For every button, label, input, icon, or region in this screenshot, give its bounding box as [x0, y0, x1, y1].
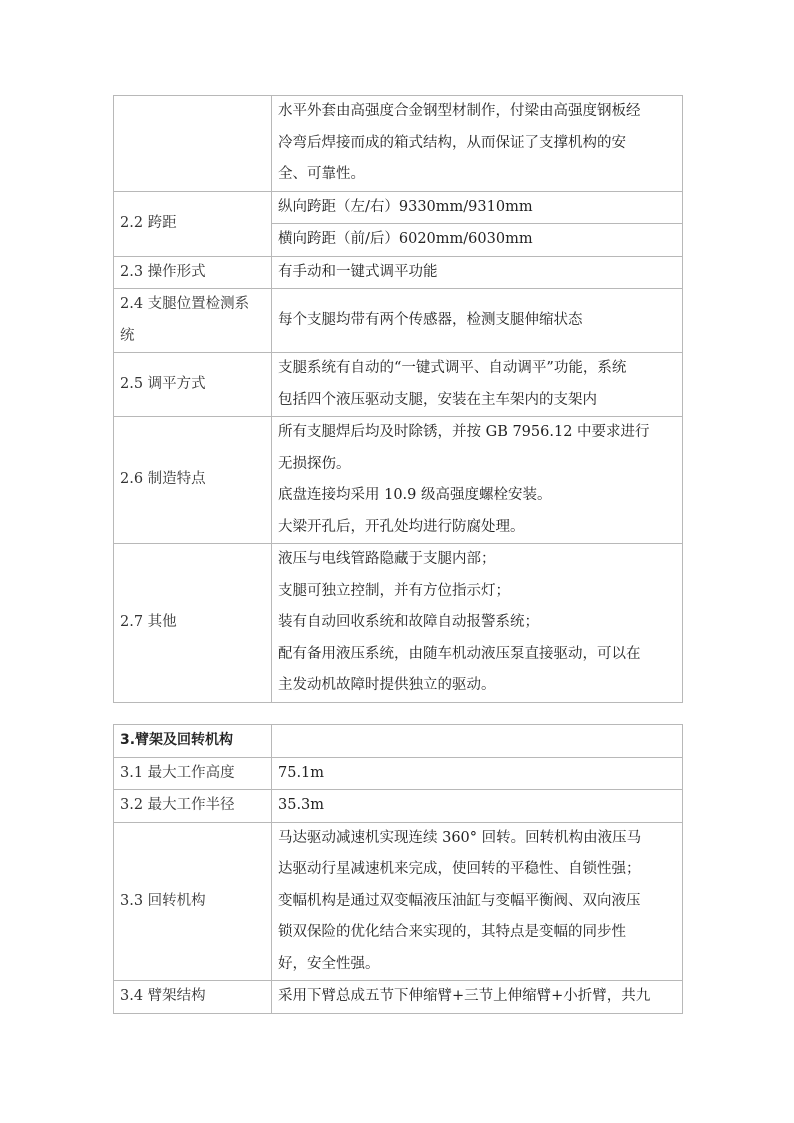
spec-table-boom: [113, 724, 683, 1014]
max-radius-label: 3.2 最大工作半径: [114, 790, 272, 823]
manufacturing-value: [272, 417, 683, 544]
table-row: [114, 289, 683, 353]
label-line: 统: [120, 327, 135, 344]
text-line: 所有支腿焊后均及时除锈，并按 GB 7956.12 中要求进行: [278, 424, 650, 440]
max-height-label: 3.1 最大工作高度: [114, 757, 272, 790]
text-line: 底盘连接均采用 10.9 级高强度螺栓安装。: [278, 487, 552, 503]
boom-value: 采用下臂总成五节下伸缩臂+三节上伸缩臂+小折臂，共九: [272, 981, 683, 1014]
text-line: 好，安全性强。: [278, 955, 380, 972]
text-line: 无损探伤。: [278, 455, 351, 472]
transverse-span-value: 横向跨距（前/后）6020mm/6030mm: [272, 224, 683, 257]
slewing-label: 3.3 回转机构: [114, 822, 272, 981]
other-value: [272, 544, 683, 703]
table-row: [114, 417, 683, 544]
max-radius-value: 35.3m: [272, 790, 683, 823]
max-height-value: 75.1m: [272, 757, 683, 790]
operation-value: 有手动和一键式调平功能: [272, 256, 683, 289]
other-label: 2.7 其他: [114, 544, 272, 703]
table-row: [114, 353, 683, 417]
section-header: 3.臂架及回转机构: [114, 725, 272, 758]
continued-description-cell: [272, 96, 683, 192]
slewing-value: [272, 822, 683, 981]
table-row: [114, 822, 683, 981]
manufacturing-label: 2.6 制造特点: [114, 417, 272, 544]
text-line: 变幅机构是通过双变幅液压油缸与变幅平衡阀、双向液压: [278, 892, 641, 909]
leveling-value: [272, 353, 683, 417]
text-line: 马达驱动减速机实现连续 360° 回转。回转机构由液压马: [278, 829, 642, 846]
table-row: [114, 96, 683, 192]
empty-header-cell: [272, 725, 683, 758]
table-row: [114, 191, 683, 224]
table-row: [114, 981, 683, 1014]
text-line: 支腿可独立控制，并有方位指示灯；: [278, 582, 510, 599]
text-line: 锁双保险的优化结合来实现的，其特点是变幅的同步性: [278, 924, 626, 940]
longitudinal-span-value: 纵向跨距（左/右）9330mm/9310mm: [272, 191, 683, 224]
text-line: 水平外套由高强度合金钢型材制作，付梁由高强度钢板经: [278, 103, 641, 119]
text-line: 达驱动行星减速机来完成，使回转的平稳性、自锁性强；: [278, 861, 641, 877]
leveling-label: 2.5 调平方式: [114, 353, 272, 417]
text-line: 配有备用液压系统，由随车机动液压泵直接驱动，可以在: [278, 645, 641, 662]
text-line: 冷弯后焊接而成的箱式结构，从而保证了支撑机构的安: [278, 134, 626, 151]
detection-label: [114, 289, 272, 353]
label-line: 2.4 支腿位置检测系: [120, 296, 250, 312]
text-line: 全、可靠性。: [278, 166, 365, 182]
text-line: 装有自动回收系统和故障自动报警系统；: [278, 614, 539, 630]
text-line: 包括四个液压驱动支腿，安装在主车架内的支架内: [278, 391, 597, 408]
empty-label-cell: [114, 96, 272, 192]
boom-label: 3.4 臂架结构: [114, 981, 272, 1014]
table-row: [114, 757, 683, 790]
table-row: [114, 790, 683, 823]
detection-value: 每个支腿均带有两个传感器，检测支腿伸缩状态: [272, 289, 683, 353]
text-line: 液压与电线管路隐藏于支腿内部；: [278, 551, 496, 567]
table-row: [114, 544, 683, 703]
text-line: 主发动机故障时提供独立的驱动。: [278, 677, 496, 693]
table-row: [114, 725, 683, 758]
operation-label: 2.3 操作形式: [114, 256, 272, 289]
text-line: 支腿系统有自动的“一键式调平、自动调平”功能，系统: [278, 360, 627, 376]
table-row: [114, 256, 683, 289]
spec-table-outriggers: [113, 95, 683, 703]
text-line: 大梁开孔后，开孔处均进行防腐处理。: [278, 518, 525, 535]
span-label: 2.2 跨距: [114, 191, 272, 256]
